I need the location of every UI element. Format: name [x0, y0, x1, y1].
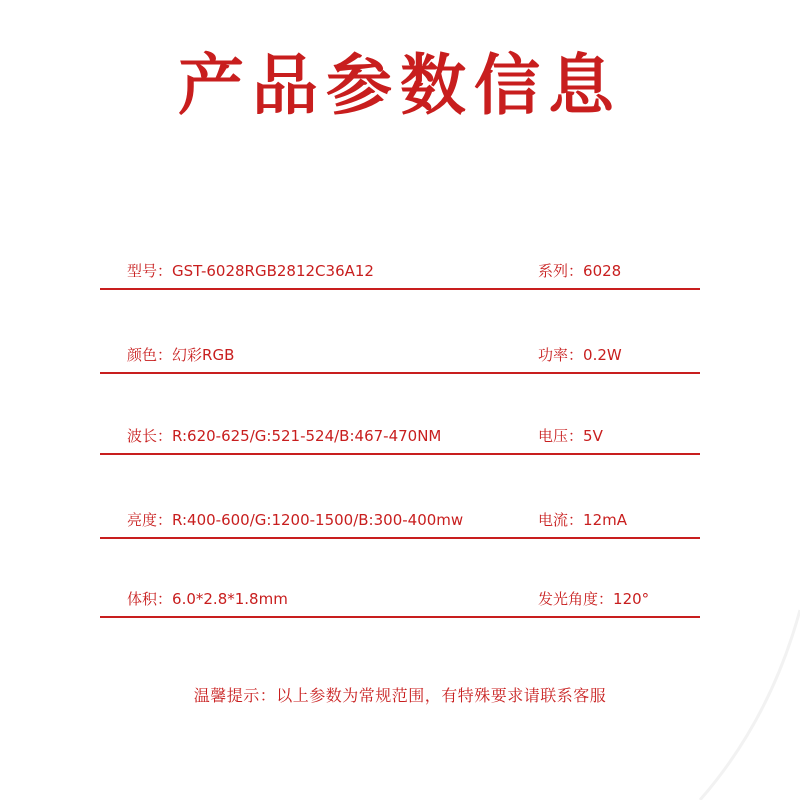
spec-value: R:400-600/G:1200-1500/B:300-400mw — [172, 511, 464, 529]
spec-value: 0.2W — [583, 346, 622, 364]
spec-value: 120° — [613, 590, 650, 608]
spec-label: 功率 — [538, 346, 569, 364]
spec-label: 发光角度 — [538, 590, 599, 608]
spec-cell-size — [127, 590, 288, 608]
spec-value: R:620-625/G:521-524/B:467-470NM — [172, 427, 442, 445]
spec-row-model-series — [100, 262, 700, 290]
spec-cell-series — [538, 262, 621, 280]
spec-value: 幻彩RGB — [172, 346, 235, 364]
spec-value: 6028 — [583, 262, 622, 280]
spec-value: 6.0*2.8*1.8mm — [172, 590, 288, 608]
spec-label: 亮度 — [127, 511, 158, 529]
spec-label: 系列 — [538, 262, 569, 280]
spec-row-color-power — [100, 346, 700, 374]
spec-separator: ： — [157, 511, 173, 529]
spec-separator: ： — [157, 427, 173, 445]
spec-separator: ： — [157, 262, 173, 280]
footer-note: 温馨提示：以上参数为常规范围，有特殊要求请联系客服 — [193, 686, 607, 705]
spec-cell-model — [127, 262, 374, 280]
spec-row-brightness-current — [100, 511, 700, 539]
spec-separator: ： — [568, 346, 584, 364]
spec-cell-wavelength — [127, 427, 441, 445]
page-title: 产品参数信息 — [178, 47, 622, 124]
spec-label: 波长 — [127, 427, 158, 445]
spec-label: 颜色 — [127, 346, 158, 364]
spec-label: 电流 — [538, 511, 569, 529]
spec-label: 型号 — [127, 262, 158, 280]
spec-value: GST-6028RGB2812C36A12 — [172, 262, 374, 280]
spec-cell-brightness — [127, 511, 463, 529]
spec-separator: ： — [157, 590, 173, 608]
spec-label: 体积 — [127, 590, 158, 608]
spec-cell-color — [127, 346, 234, 364]
spec-cell-voltage — [538, 427, 603, 445]
spec-cell-current — [538, 511, 627, 529]
spec-separator: ： — [157, 346, 173, 364]
spec-row-wavelength-voltage — [100, 427, 700, 455]
spec-separator: ： — [568, 427, 584, 445]
spec-cell-beam-angle — [538, 590, 649, 608]
spec-value: 5V — [583, 427, 603, 445]
spec-value: 12mA — [583, 511, 627, 529]
spec-label: 电压 — [538, 427, 569, 445]
spec-separator: ： — [568, 262, 584, 280]
spec-row-size-angle — [100, 590, 700, 618]
spec-separator: ： — [568, 511, 584, 529]
spec-separator: ： — [598, 590, 614, 608]
spec-cell-power — [538, 346, 622, 364]
